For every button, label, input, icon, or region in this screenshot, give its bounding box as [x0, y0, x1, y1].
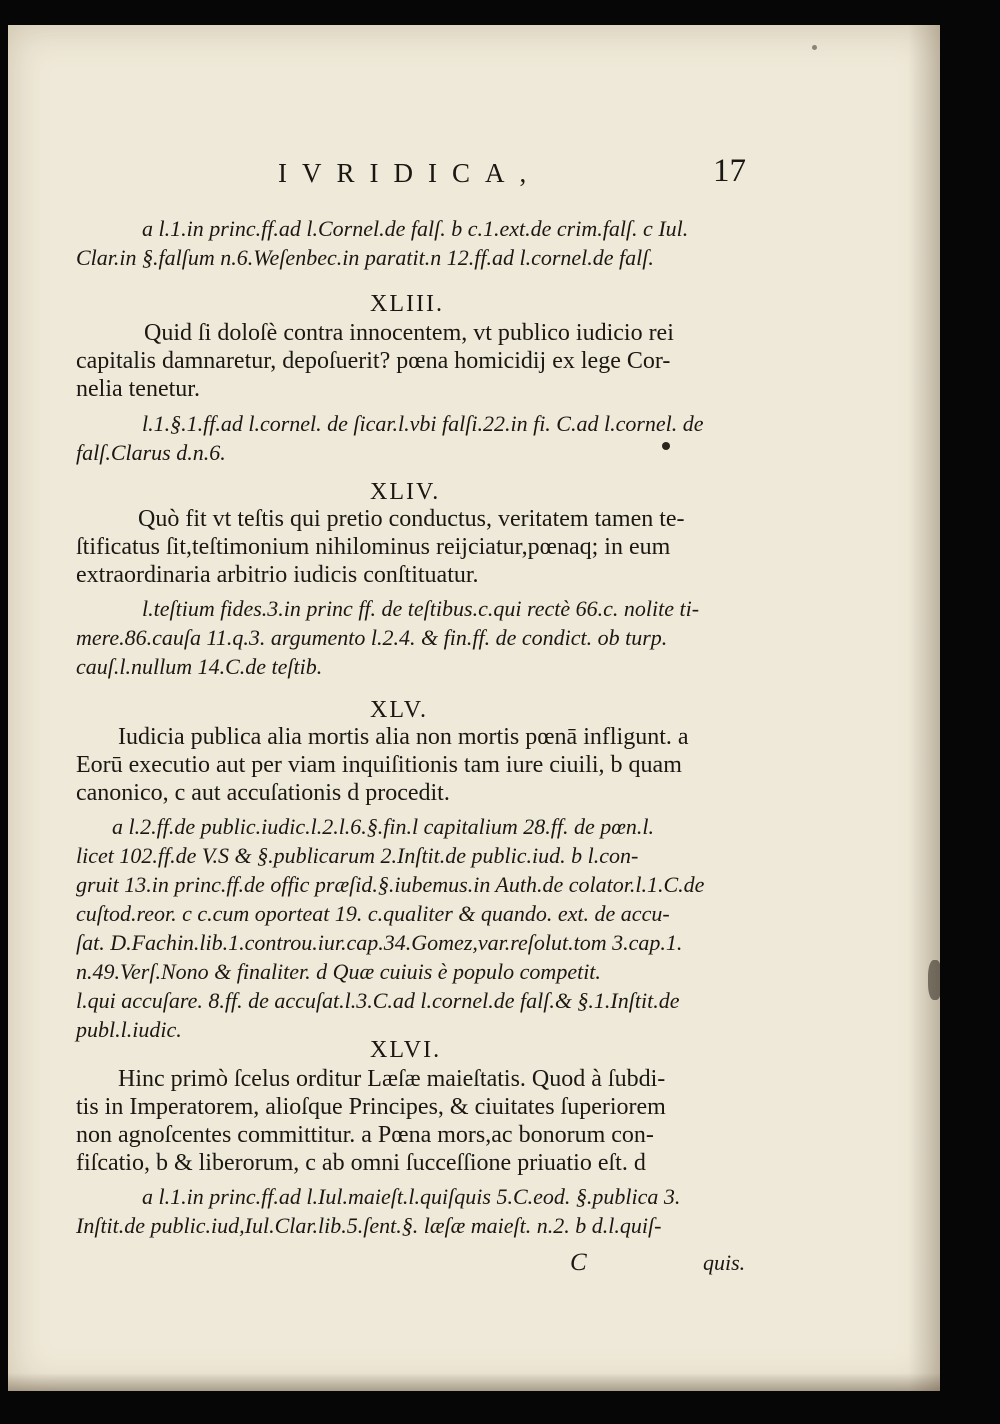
- citation-line: n.49.Verſ.Nono & finaliter. d Quæ cuiuis è populo competit.: [76, 959, 601, 984]
- page-edge-shadow: [908, 25, 940, 1391]
- page-number: 17: [713, 153, 746, 189]
- citation-line: l.teſtium fides.3.in princ ff. de teſtibus.c.qui rectè 66.c. nolite ti-: [142, 596, 700, 621]
- citation-line: a l.2.ff.de public.iudic.l.2.l.6.§.fin.l capitalium 28.ff. de pœn.l.: [112, 814, 655, 839]
- body-line: capitalis damnaretur, depoſuerit? pœna homicidij ex lege Cor-: [76, 348, 671, 374]
- citation-line: Inſtit.de public.iud,Iul.Clar.lib.5.ſent.§. læſæ maieſt. n.2. b d.l.quiſ-: [76, 1213, 662, 1238]
- running-head: IVRIDICA,: [278, 158, 542, 188]
- section-heading: XLIII.: [370, 291, 444, 317]
- citation-line: licet 102.ff.de V.S & §.publicarum 2.Inſtit.de public.iud. b l.con-: [76, 843, 639, 868]
- citation-line: mere.86.cauſa 11.q.3. argumento l.2.4. & fin.ff. de condict. ob turp.: [76, 625, 668, 650]
- ink-spot: [662, 442, 670, 450]
- body-line: Iudicia publica alia mortis alia non mortis pœnā infligunt. a: [118, 724, 689, 750]
- body-line: non agnoſcentes committitur. a Pœna mors,ac bonorum con-: [76, 1122, 654, 1148]
- body-line: nelia tenetur.: [76, 376, 200, 402]
- body-line: Quò fit vt teſtis qui pretio conductus, veritatem tamen te-: [138, 506, 685, 532]
- section-heading: XLIV.: [370, 479, 441, 505]
- citation-line: publ.l.iudic.: [76, 1017, 182, 1042]
- citation-line: gruit 13.in princ.ff.de offic præſid.§.iubemus.in Auth.de colator.l.1.C.de: [76, 872, 705, 897]
- citation-line: cuſtod.reor. c c.cum oporteat 19. c.qualiter & quando. ext. de accu-: [76, 901, 670, 926]
- catchword: quis.: [703, 1250, 746, 1275]
- citation-line: Clar.in §.falſum n.6.Weſenbec.in paratit.n 12.ff.ad l.cornel.de falſ.: [76, 245, 654, 270]
- citation-line: a l.1.in princ.ff.ad l.Iul.maieſt.l.quiſquis 5.C.eod. §.publica 3.: [142, 1184, 681, 1209]
- body-line: extraordinaria arbitrio iudicis conſtituatur.: [76, 562, 479, 588]
- citation-line: ſat. D.Fachin.lib.1.controu.iur.cap.34.Gomez,var.reſolut.tom 3.cap.1.: [76, 930, 683, 955]
- section-heading: XLV.: [370, 697, 429, 723]
- body-line: canonico, c aut accuſationis d procedit.: [76, 780, 450, 806]
- body-line: Quid ſi doloſè contra innocentem, vt publico iudicio rei: [144, 320, 674, 346]
- citation-line: l.qui accuſare. 8.ff. de accuſat.l.3.C.ad l.cornel.de falſ.& §.1.Inſtit.de: [76, 988, 680, 1013]
- book-page: [8, 25, 940, 1391]
- ink-spot: [812, 45, 817, 50]
- citation-line: falſ.Clarus d.n.6.: [76, 440, 226, 465]
- body-line: Eorū executio aut per viam inquiſitionis tam iure ciuili, b quam: [76, 752, 682, 778]
- signature-mark: C: [570, 1249, 587, 1276]
- page-foot-shadow: [8, 1373, 940, 1391]
- ink-blot: [928, 960, 940, 1000]
- body-line: ſtificatus ſit,teſtimonium nihilominus reijciatur,pœnaq; in eum: [76, 534, 671, 560]
- citation-line: cauſ.l.nullum 14.C.de teſtib.: [76, 654, 323, 679]
- body-line: fiſcatio, b & liberorum, c ab omni ſucceſſione priuatio eſt. d: [76, 1150, 646, 1176]
- citation-line: l.1.§.1.ff.ad l.cornel. de ſicar.l.vbi falſi.22.in fi. C.ad l.cornel. de: [142, 411, 704, 436]
- citation-line: a l.1.in princ.ff.ad l.Cornel.de falſ. b c.1.ext.de crim.falſ. c Iul.: [142, 216, 689, 241]
- body-line: tis in Imperatorem, alioſque Principes, & ciuitates ſuperiorem: [76, 1094, 666, 1120]
- section-heading: XLVI.: [370, 1037, 442, 1063]
- body-line: Hinc primò ſcelus orditur Læſæ maieſtatis. Quod à ſubdi-: [118, 1066, 666, 1092]
